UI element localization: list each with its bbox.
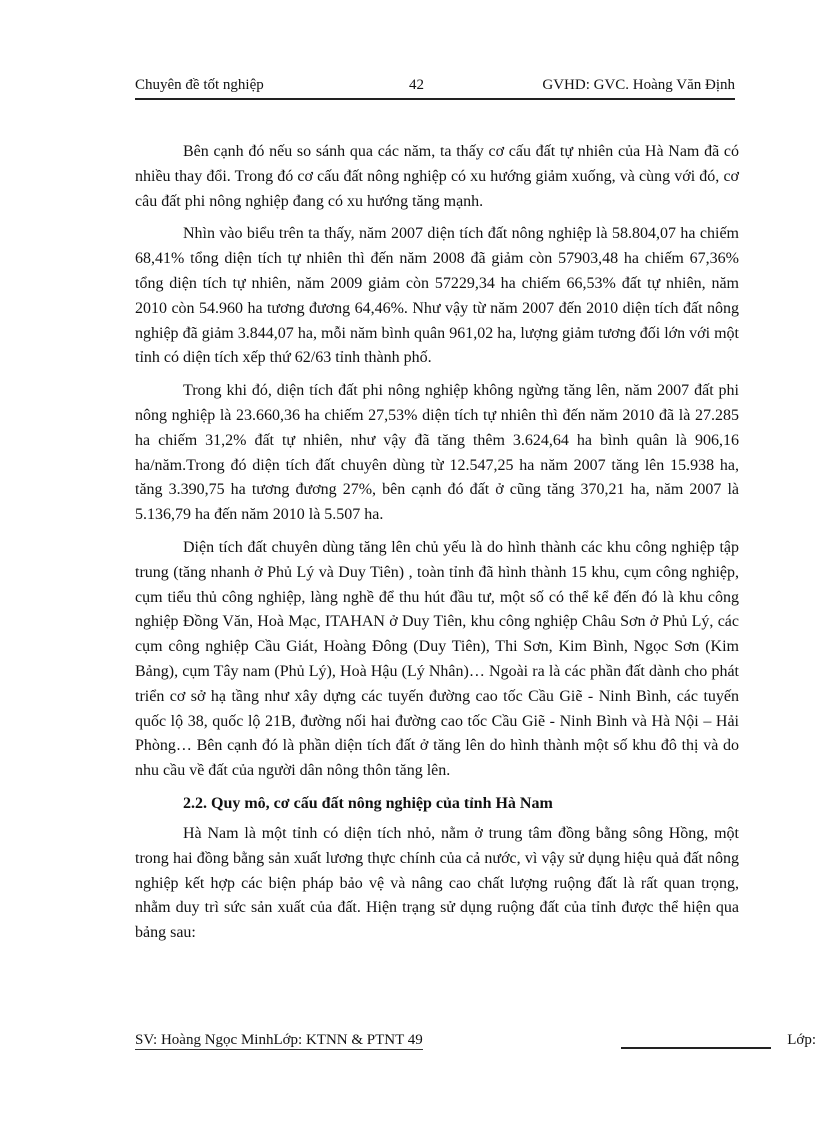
header-supervisor: GVHD: GVC. Hoàng Văn Định <box>542 77 735 93</box>
paragraph-4: Diện tích đất chuyên dùng tăng lên chủ yếu là do hình thành các khu công nghiệp tập trung (tăng nhanh ở Phủ Lý và Duy Tiên) , toàn tỉnh đã hình thành 15 khu, cụm công nghiệp, cụm tiểu thủ công nghiệp, làng nghề để thu hút đầu tư, một số có thể kể đến đó là khu công nghiệp Đồng Văn, Hoà Mạc, ITAHAN ở Duy Tiên, khu công nghiệp Châu Sơn ở Phủ Lý, các cụm công nghiệp Cầu Giát, Hoàng Đông (Duy Tiên), Thi Sơn, Kim Bình, Ngọc Sơn (Kim Bảng), cụm Tây nam (Phủ Lý), Hoà Hậu (Lý Nhân)… Ngoài ra là các phần đất dành cho phát triển cơ sở hạ tầng như xây dựng các tuyến đường cao tốc Cầu Giẽ - Ninh Bình, các tuyến quốc lộ 38, quốc lộ 21B, đường nối hai đường cao tốc Cầu Giẽ - Ninh Bình và Hà Nội – Hải Phòng… Bên cạnh đó là phần diện tích đất ở tăng lên do hình thành một số khu đô thị và do nhu cầu về đất của người dân nông thôn tăng lên. <box>135 538 739 780</box>
paragraph-1: Bên cạnh đó nếu so sánh qua các năm, ta thấy cơ cấu đất tự nhiên của Hà Nam đã có nhiều thay đổi. Trong đó cơ cấu đất nông nghiệp có xu hướng giảm xuống, và cùng với đó, cơ câu đất phi nông nghiệp đang có xu hướng tăng mạnh. <box>135 143 739 210</box>
page-footer <box>135 1031 816 1049</box>
footer-rule <box>621 1047 771 1049</box>
header-title: Chuyên đề tốt nghiệp <box>135 77 264 93</box>
section-paragraph: Hà Nam là một tỉnh có diện tích nhỏ, nằm ở trung tâm đồng bằng sông Hồng, một trong hai đồng bằng sản xuất lương thực chính của cả nước, vì vậy sử dụng hiệu quả đất nông nghiệp kết hợp các biện pháp bảo vệ và nâng cao chất lượng ruộng đất là rất quan trọng, nhằm duy trì sức sản xuất của đất. Hiện trạng sử dụng ruộng đất của tỉnh được thể hiện qua bảng sau: <box>135 824 739 942</box>
section-heading: 2.2. Quy mô, cơ cấu đất nông nghiệp của tỉnh Hà Nam <box>183 794 553 812</box>
footer-class: Lớp: <box>787 1032 816 1048</box>
paragraph-2: Nhìn vào biểu trên ta thấy, năm 2007 diện tích đất nông nghiệp là 58.804,07 ha chiếm 68,41% tổng diện tích tự nhiên thì đến năm 2008 đã giảm còn 57903,48 ha chiếm 67,36% tổng diện tích tự nhiên, năm 2009 giảm còn 57229,34 ha chiếm 66,53% đất tự nhiên, năm 2010 còn 54.960 ha tương đương 64,46%. Như vậy từ năm 2007 đến 2010 diện tích đất nông nghiệp đã giảm 3.844,07 ha, mỗi năm bình quân 961,02 ha, lượng giảm tương đối lớn với một tỉnh có diện tích xếp thứ 62/63 tỉnh thành phố. <box>135 225 739 367</box>
page-header <box>135 76 735 100</box>
footer-student: SV: Hoàng Ngọc MinhLớp: KTNN & PTNT 49 <box>135 1032 423 1048</box>
page-number: 42 <box>409 77 424 93</box>
paragraph-3: Trong khi đó, diện tích đất phi nông nghiệp không ngừng tăng lên, năm 2007 đất phi nông nghiệp là 23.660,36 ha chiếm 27,53% diện tích tự nhiên thì đến năm 2010 đã là 27.285 ha chiếm 31,2% đất tự nhiên, như vậy đã tăng thêm 3.624,64 ha bình quân là 906,16 ha/năm.Trong đó diện tích đất chuyên dùng từ 12.547,25 ha năm 2007 tăng lên 15.938 ha, tăng 3.390,75 ha tương đương 27%, bên cạnh đó đất ở cũng tăng 370,21 ha, năm 2007 là 5.136,79 ha đến năm 2010 là 5.507 ha. <box>135 382 739 524</box>
body-text <box>135 140 739 954</box>
